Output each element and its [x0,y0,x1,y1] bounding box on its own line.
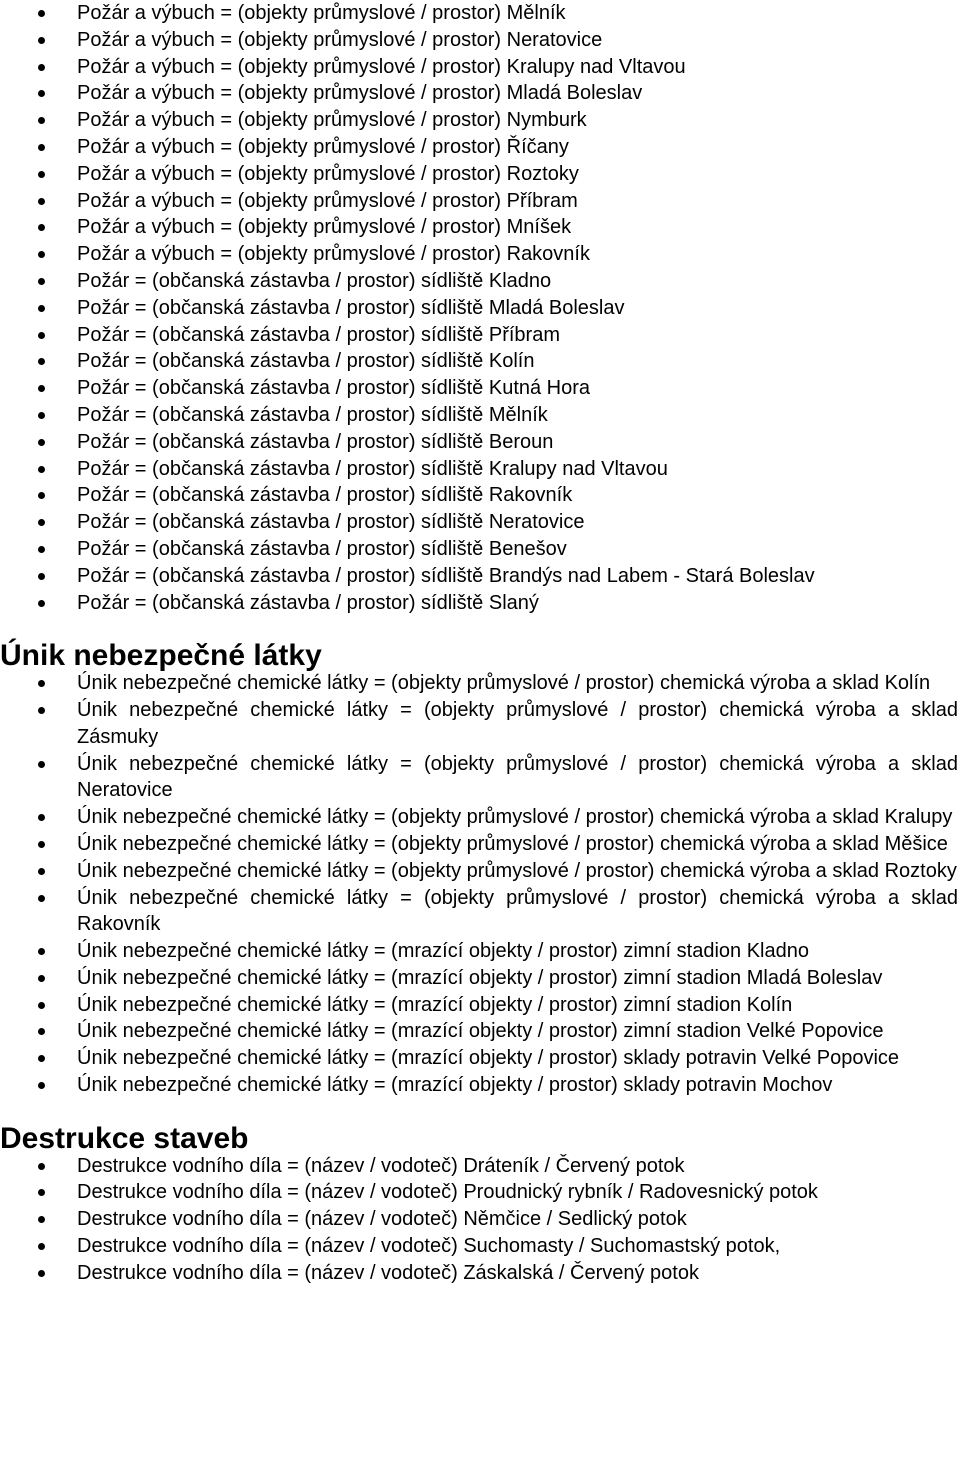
list-item [0,751,960,805]
bullet-icon [38,1243,45,1250]
list-item [0,831,960,858]
list-item [0,295,960,322]
list-item [0,1179,960,1206]
list-item [0,992,960,1019]
list-item-text: Požár = (občanská zástavba / prostor) sídliště Příbram [77,323,560,346]
list-item [0,697,960,751]
list-item-text: Destrukce vodního díla = (název / vodoteč) Záskalská / Červený potok [77,1261,699,1284]
bullet-icon [38,10,45,17]
bullet-icon [38,546,45,553]
list-item-text: Požár = (občanská zástavba / prostor) sídliště Benešov [77,537,567,560]
list-item-text: Požár a výbuch = (objekty průmyslové / prostor) Mělník [77,2,566,24]
list-item [0,188,960,215]
list-item [0,670,960,697]
bullet-icon [38,761,45,768]
list-item-text: Únik nebezpečné chemické látky = (mrazící objekty / prostor) zimní stadion Velké Popovice [77,1020,884,1043]
list-item [0,1045,960,1072]
list-item-text: Požár = (občanská zástavba / prostor) sídliště Brandýs nad Labem - Stará Boleslav [77,564,815,587]
bullet-icon [38,1189,45,1196]
bullet-icon [38,1270,45,1277]
list-item [0,482,960,509]
bullet-icon [38,224,45,231]
bullet-icon [38,948,45,955]
section-heading-hazardous-leak: Únik nebezpečné látky [0,639,322,673]
list-item [0,885,960,939]
list-item-text: Požár = (občanská zástavba / prostor) sídliště Slaný [77,591,539,614]
list-item-text: Požár = (občanská zástavba / prostor) sídliště Kladno [77,269,552,292]
list-item-text: Požár = (občanská zástavba / prostor) sídliště Rakovník [77,484,573,507]
bullet-icon [38,895,45,902]
list-item [0,536,960,563]
list-item [0,134,960,161]
list-item [0,268,960,295]
bullet-icon [38,573,45,580]
fire-explosion-list [0,0,960,616]
list-item [0,858,960,885]
bullet-icon [38,1028,45,1035]
list-item-text: Destrukce vodního díla = (název / vodoteč) Němčice / Sedlický potok [77,1208,687,1231]
bullet-icon [38,198,45,205]
bullet-icon [38,1002,45,1009]
list-item-text: Únik nebezpečné chemické látky = (objekty průmyslové / prostor) chemická výroba a sklad Rakovník [77,886,958,936]
list-item-text: Požár = (občanská zástavba / prostor) sídliště Beroun [77,430,554,453]
bullet-icon [38,117,45,124]
list-item-text: Požár a výbuch = (objekty průmyslové / prostor) Říčany [77,135,569,158]
building-destruction-list [0,1153,960,1287]
list-item [0,322,960,349]
list-item [0,161,960,188]
list-item-text: Únik nebezpečné chemické látky = (objekty průmyslové / prostor) chemická výroba a sklad Roztoky [77,859,957,882]
bullet-icon [38,1055,45,1062]
list-item [0,107,960,134]
bullet-icon [38,251,45,258]
list-item [0,1233,960,1260]
list-item-text: Únik nebezpečné chemické látky = (mrazící objekty / prostor) zimní stadion Kladno [77,940,809,963]
list-item [0,214,960,241]
list-item-text: Únik nebezpečné chemické látky = (mrazící objekty / prostor) zimní stadion Kolín [77,993,793,1016]
list-item-text: Požár a výbuch = (objekty průmyslové / prostor) Mníšek [77,216,572,239]
list-item-text: Únik nebezpečné chemické látky = (objekty průmyslové / prostor) chemická výroba a sklad Neratovice [77,752,958,802]
list-item-text: Únik nebezpečné chemické látky = (objekty průmyslové / prostor) chemická výroba a sklad Zásmuky [77,698,958,748]
bullet-icon [38,600,45,607]
list-item-text: Požár a výbuch = (objekty průmyslové / prostor) Kralupy nad Vltavou [77,55,686,78]
list-item-text: Požár a výbuch = (objekty průmyslové / prostor) Rakovník [77,243,590,266]
bullet-icon [38,841,45,848]
list-item [0,563,960,590]
list-item [0,1018,960,1045]
list-item [0,965,960,992]
list-item [0,1260,960,1287]
list-item [0,509,960,536]
list-item [0,456,960,483]
list-item-text: Únik nebezpečné chemické látky = (mrazící objekty / prostor) sklady potravin Mochov [77,1074,833,1097]
bullet-icon [38,1216,45,1223]
list-item-text: Požár a výbuch = (objekty průmyslové / prostor) Mladá Boleslav [77,82,643,105]
list-item-text: Požár = (občanská zástavba / prostor) sídliště Kolín [77,350,535,373]
list-item [0,27,960,54]
list-item-text: Požár a výbuch = (objekty průmyslové / prostor) Neratovice [77,28,603,51]
bullet-icon [38,519,45,526]
bullet-icon [38,385,45,392]
section-heading-building-destruction: Destrukce staveb [0,1121,249,1155]
bullet-icon [38,680,45,687]
bullet-icon [38,1082,45,1089]
bullet-icon [38,707,45,714]
bullet-icon [38,37,45,44]
bullet-icon [38,305,45,312]
list-item-text: Destrukce vodního díla = (název / vodoteč) Proudnický rybník / Radovesnický potok [77,1181,818,1204]
list-item-text: Únik nebezpečné chemické látky = (mrazící objekty / prostor) sklady potravin Velké Popovice [77,1047,900,1070]
bullet-icon [38,492,45,499]
bullet-icon [38,466,45,473]
bullet-icon [38,90,45,97]
list-item-text: Požár a výbuch = (objekty průmyslové / prostor) Příbram [77,189,578,212]
bullet-icon [38,278,45,285]
bullet-icon [38,332,45,339]
list-item-text: Únik nebezpečné chemické látky = (mrazící objekty / prostor) zimní stadion Mladá Boleslav [77,966,883,989]
list-item-text: Požár = (občanská zástavba / prostor) sídliště Kralupy nad Vltavou [77,457,668,480]
bullet-icon [38,439,45,446]
list-item-text: Únik nebezpečné chemické látky = (objekty průmyslové / prostor) chemická výroba a sklad Měšice [77,832,948,855]
bullet-icon [38,868,45,875]
list-item-text: Požár = (občanská zástavba / prostor) sídliště Neratovice [77,511,585,534]
list-item [0,804,960,831]
list-item [0,54,960,81]
list-item [0,375,960,402]
bullet-icon [38,171,45,178]
hazardous-leak-list [0,670,960,1099]
list-item-text: Únik nebezpečné chemické látky = (objekty průmyslové / prostor) chemická výroba a sklad Kralupy [77,806,953,829]
list-item [0,1153,960,1180]
list-item [0,590,960,617]
bullet-icon [38,412,45,419]
list-item [0,241,960,268]
list-item-text: Únik nebezpečné chemické látky = (objekty průmyslové / prostor) chemická výroba a sklad Kolín [77,672,931,695]
list-item-text: Destrukce vodního díla = (název / vodoteč) Suchomasty / Suchomastský potok, [77,1235,781,1258]
list-item [0,1206,960,1233]
list-item [0,402,960,429]
bullet-icon [38,975,45,982]
list-item [0,1072,960,1099]
list-item [0,80,960,107]
list-item [0,429,960,456]
list-item [0,348,960,375]
bullet-icon [38,64,45,71]
bullet-icon [38,358,45,365]
list-item-text: Požár = (občanská zástavba / prostor) sídliště Kutná Hora [77,377,591,400]
list-item-text: Požár a výbuch = (objekty průmyslové / prostor) Nymburk [77,109,587,132]
list-item-text: Destrukce vodního díla = (název / vodoteč) Dráteník / Červený potok [77,1154,685,1177]
list-item [0,0,960,27]
list-item [0,938,960,965]
bullet-icon [38,814,45,821]
list-item-text: Požár a výbuch = (objekty průmyslové / prostor) Roztoky [77,162,579,185]
bullet-icon [38,144,45,151]
list-item-text: Požár = (občanská zástavba / prostor) sídliště Mělník [77,403,548,426]
bullet-icon [38,1163,45,1170]
list-item-text: Požár = (občanská zástavba / prostor) sídliště Mladá Boleslav [77,296,625,319]
